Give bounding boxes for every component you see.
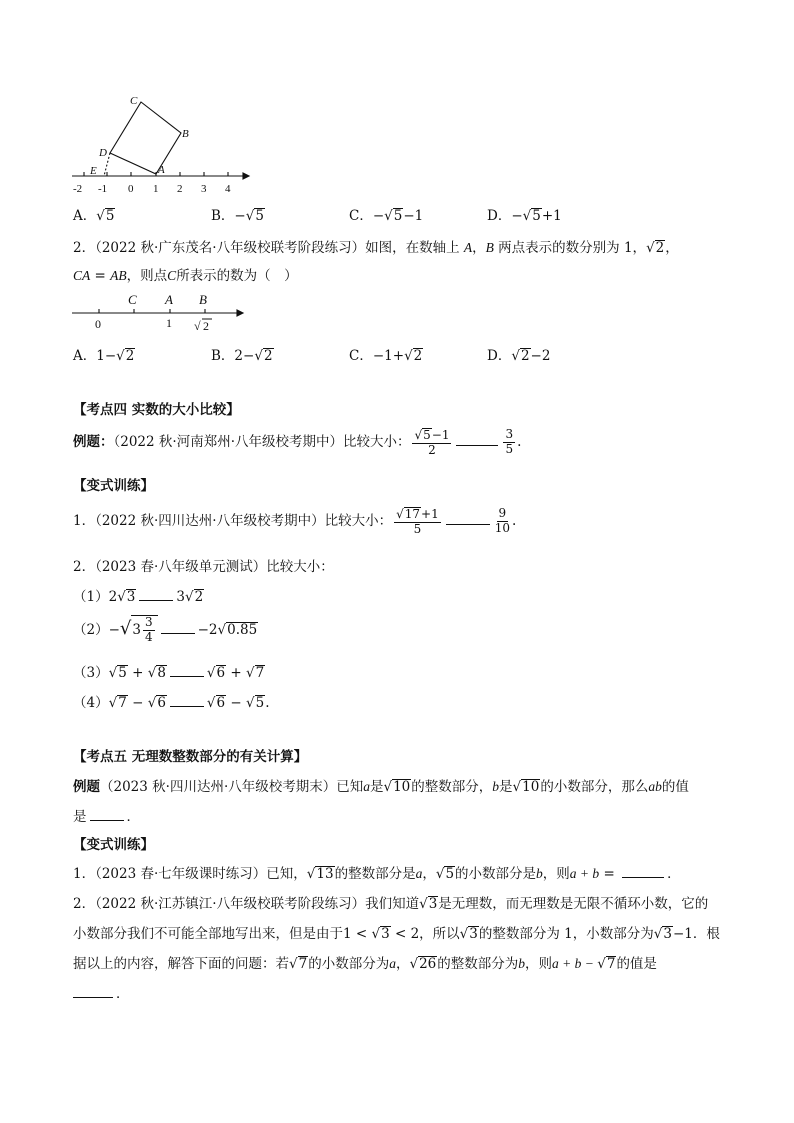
question-2-line2: CA = AB，则点C所表示的数为（ ） bbox=[73, 268, 298, 284]
compare-item-3: （3）√5 + √8 √6 + √7 bbox=[73, 665, 265, 681]
svg-text:√: √ bbox=[194, 319, 201, 333]
figure-square-number-line bbox=[68, 92, 258, 198]
tick-label: 3 bbox=[201, 183, 207, 195]
fraction: $\frac{9}{10}$ bbox=[494, 506, 510, 535]
label-b: B bbox=[182, 128, 189, 140]
fraction: $\frac{√17+1}{5}$ bbox=[396, 506, 439, 536]
q2-option-c[interactable]: C．−1+√2 bbox=[349, 348, 423, 364]
section-4-title: 【考点四 实数的大小比较】 bbox=[73, 402, 240, 418]
section-4-example: 例题：（2022 秋·河南郑州·八年级校考期中）比较大小： $\frac{√5-1}{2}$ $\frac{3}{5}$ . bbox=[73, 427, 522, 457]
compare-item-1: （1）2√3 3√2 bbox=[73, 589, 204, 605]
section-5-example-line1: 例题（2023 秋·四川达州·八年级校考期末）已知a是√10的整数部分，b是√10的小数部分，那么ab的值 bbox=[73, 779, 689, 795]
label-d: D bbox=[99, 147, 107, 159]
label-a: A bbox=[158, 164, 165, 176]
section-4-train: 【变式训练】 bbox=[73, 478, 154, 494]
label-e: E bbox=[90, 165, 97, 177]
option-d[interactable]: D．−√5+1 bbox=[487, 208, 562, 224]
tick-sqrt2: 2 bbox=[203, 319, 209, 333]
label-a: A bbox=[165, 292, 173, 307]
compare-item-4: （4）√7 − √6 √6 − √5. bbox=[73, 695, 270, 711]
section-5-title: 【考点五 无理数整数部分的有关计算】 bbox=[73, 749, 308, 765]
question-2-line1: 2．（2022 秋·广东茂名·八年级校联考阶段练习）如图，在数轴上 A，B 两点表示的数分别为 1，√2， bbox=[73, 240, 679, 256]
label-b: B bbox=[199, 292, 207, 307]
q2-option-a[interactable]: A．1−√2 bbox=[73, 348, 135, 364]
option-b[interactable]: B．−√5 bbox=[211, 208, 264, 224]
tick-label: 2 bbox=[177, 183, 183, 195]
section-5-q2-line3: 据以上的内容，解答下面的问题：若√7的小数部分为a，√26的整数部分为b，则a + b − √7的值是 bbox=[73, 956, 657, 972]
fraction: $\frac{√5-1}{2}$ bbox=[414, 427, 450, 457]
section-5-q1: 1．（2023 春·七年级课时练习）已知，√13的整数部分是a，√5的小数部分是b，则a + b = ． bbox=[73, 866, 681, 882]
compare-item-2: （2）−√3 $\frac{3}{4}$ −2√0.85 bbox=[73, 615, 258, 644]
label-c: C bbox=[130, 95, 138, 107]
section-5-q2-line2: 小数部分我们不可能全部地写出来，但是由于1 < √3 < 2，所以√3的整数部分为 1，小数部分为√3−1．根 bbox=[73, 926, 720, 942]
tick-label: 1 bbox=[153, 183, 159, 195]
q2-option-d[interactable]: D．√2−2 bbox=[487, 348, 551, 364]
square-abcd bbox=[110, 102, 181, 174]
section-4-q2: 2．（2023 春·八年级单元测试）比较大小： bbox=[73, 559, 334, 575]
tick-label: -2 bbox=[73, 183, 83, 195]
tick-zero: 0 bbox=[95, 317, 101, 331]
section-5-example-line2: 是 ． bbox=[73, 809, 140, 825]
fraction: $\frac{3}{5}$ bbox=[505, 427, 514, 456]
section-5-train: 【变式训练】 bbox=[73, 837, 154, 853]
tick-label: -1 bbox=[98, 183, 108, 195]
tick-label: 4 bbox=[225, 183, 231, 195]
figure-number-line-q2 bbox=[68, 288, 248, 336]
tick-label: 0 bbox=[128, 183, 134, 195]
label-c: C bbox=[128, 292, 137, 307]
option-c[interactable]: C．−√5−1 bbox=[349, 208, 424, 224]
section-5-q2-line4: ． bbox=[73, 982, 130, 1002]
tick-one: 1 bbox=[166, 316, 172, 330]
section-4-q1: 1．（2022 秋·四川达州·八年级校考期中）比较大小： $\frac{√17+1}{5}$ $\frac{9}{10}$ . bbox=[73, 506, 517, 536]
section-5-q2-line1: 2．（2022 秋·江苏镇江·八年级校联考阶段练习）我们知道√3是无理数，而无理数是无限不循环小数，它的 bbox=[73, 896, 709, 912]
q2-option-b[interactable]: B．2−√2 bbox=[211, 348, 273, 364]
option-a[interactable]: A．√5 bbox=[73, 208, 115, 224]
